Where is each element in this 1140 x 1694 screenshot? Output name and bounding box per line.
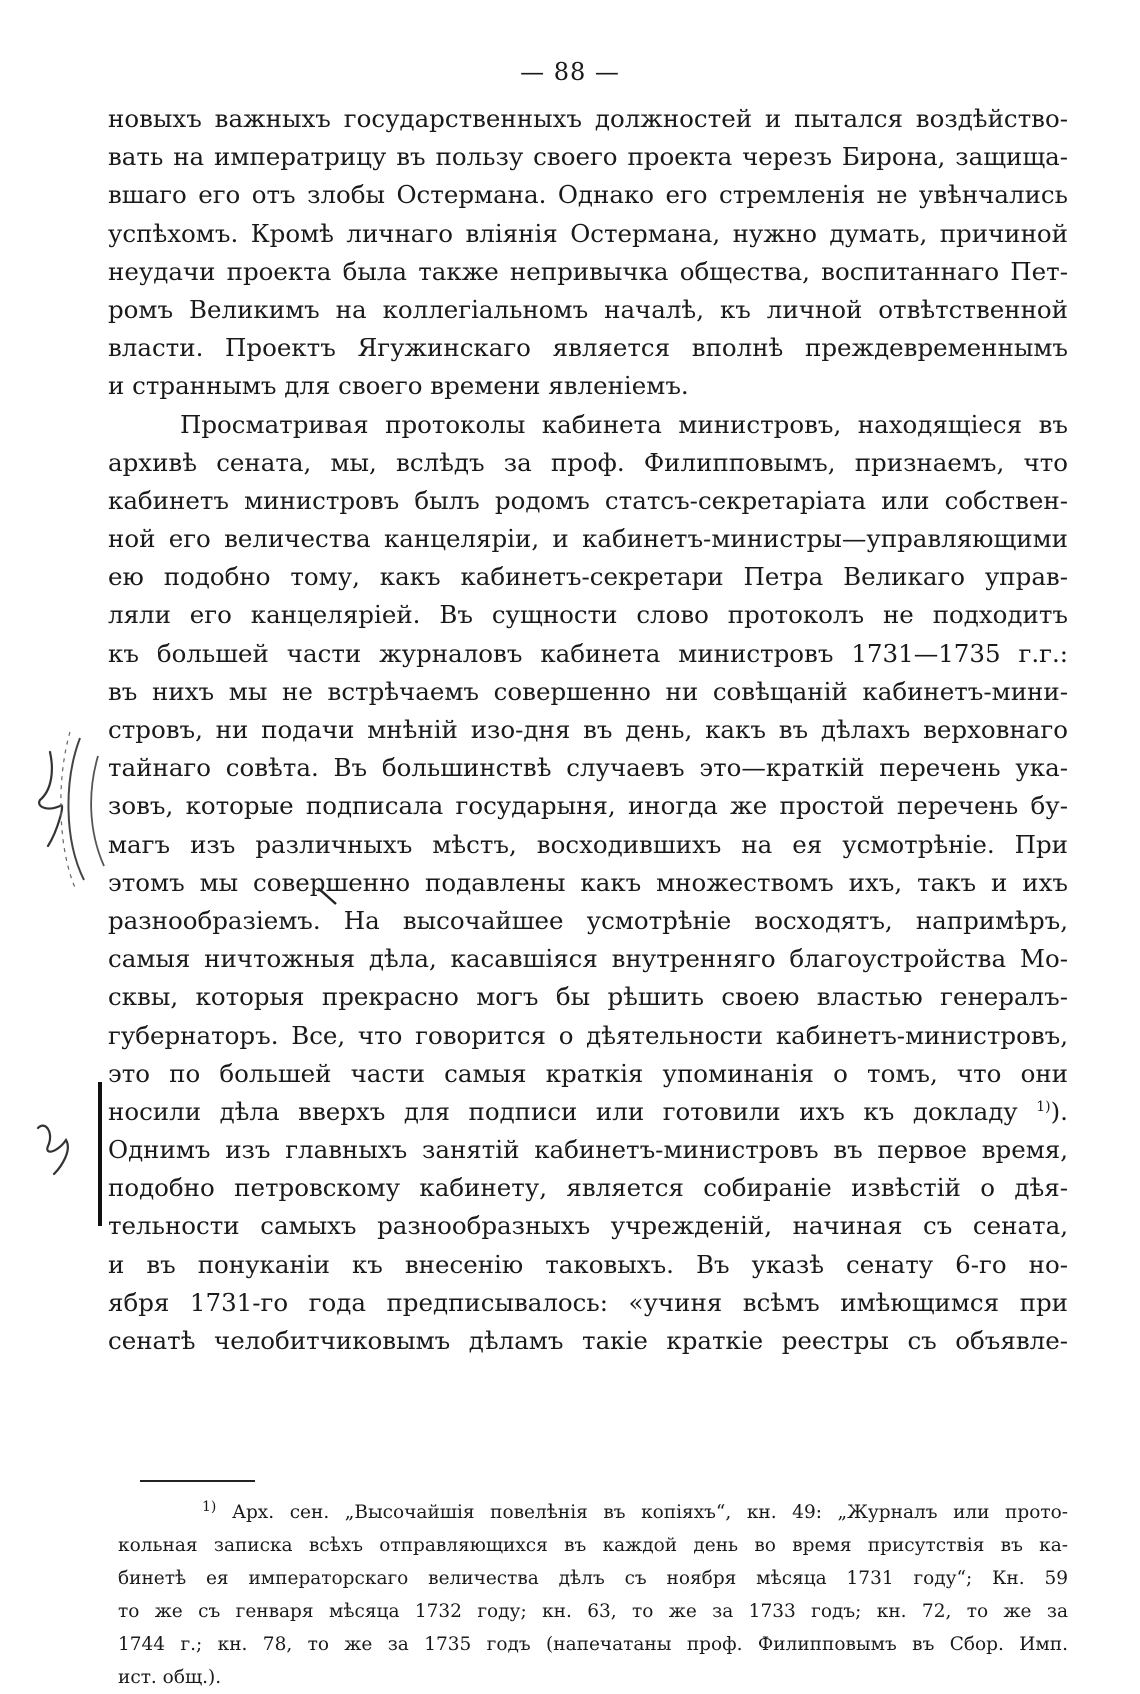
pencil-squiggle-mark-lower xyxy=(38,1126,68,1174)
footnotes xyxy=(118,1496,1068,1694)
text-line: вать на императрицу въ пользу своего проекта черезъ Бирона, защища- xyxy=(108,142,1068,172)
pencil-bracket-mark xyxy=(68,738,84,880)
body-text xyxy=(108,100,1068,1360)
text-line: губернаторъ. Все, что говорится о дѣятельности кабинетъ-министровъ, xyxy=(108,1020,1068,1050)
footnote-line: бинетѣ ея императорскаго величества дѣлъ съ ноября мѣсяца 1731 году“; Кн. 59 xyxy=(118,1568,1068,1589)
footnote-reference[interactable]: 1) xyxy=(1036,1098,1051,1115)
text-line: ляли его канцеляріей. Въ сущности слово протоколъ не подходитъ xyxy=(108,600,1068,630)
text-line: власти. Проектъ Ягужинскаго является вполнѣ преждевременнымъ xyxy=(108,333,1068,363)
text-line: разнообразіемъ. На высочайшее усмотрѣніе восходятъ, напримѣръ, xyxy=(108,905,1068,935)
text-line: этомъ мы совершенно подавлены какъ множествомъ ихъ, такъ и ихъ xyxy=(108,867,1068,897)
text-line: ной его величества канцеляріи, и кабинетъ-министры—управляющими xyxy=(108,524,1068,554)
text-line: вшаго его отъ злобы Остермана. Однако его стремленія не увѣнчались xyxy=(108,180,1068,210)
footnote-divider xyxy=(140,1480,255,1482)
text-line: зовъ, которые подписала государыня, иногда же простой перечень бу- xyxy=(108,791,1068,821)
footnote-line: кольная записка всѣхъ отправляющихся въ каждой день во время присутствія въ ка- xyxy=(118,1535,1068,1556)
text-line: къ большей части журналовъ кабинета министровъ 1731—1735 г.г.: xyxy=(108,638,1068,668)
footnote-marker: 1) xyxy=(202,1498,217,1515)
footnote-line xyxy=(118,1496,1068,1529)
footnote-line: то же съ генваря мѣсяца 1732 году; кн. 63, то же за 1733 годъ; кн. 72, то же за xyxy=(118,1601,1068,1622)
footnote-line: ист. общ.). xyxy=(118,1667,222,1688)
text-line: Однимъ изъ главныхъ занятій кабинетъ-министровъ въ первое время, xyxy=(108,1135,1068,1165)
text-line: и страннымъ для своего времени явленіемъ. xyxy=(108,371,689,401)
text-line: Просматривая протоколы кабинета министровъ, находящіеся въ xyxy=(180,409,1068,439)
text-line: кабинетъ министровъ былъ родомъ статсъ-секретаріата или собствен- xyxy=(108,485,1068,515)
footnote-line: 1744 г.; кн. 78, то же за 1735 годъ (напечатаны проф. Филипповымъ въ Сбор. Имп. xyxy=(118,1634,1068,1655)
pencil-squiggle-mark xyxy=(39,752,62,846)
text-line-content: носили дѣла вверхъ для подписи или готовили ихъ къ докладу xyxy=(108,1096,1018,1126)
text-line: ября 1731-го года предписывалось: «учиня всѣмъ имѣющимся при xyxy=(108,1287,1068,1317)
text-line: новыхъ важныхъ государственныхъ должностей и пытался воздѣйство- xyxy=(108,104,1068,133)
text-line: успѣхомъ. Кромѣ личнаго вліянія Остермана, нужно думать, причиной xyxy=(108,218,1068,248)
pencil-bracket-mark-inner xyxy=(91,756,104,866)
text-line: это по большей части самыя краткія упоминанія о томъ, что они xyxy=(108,1058,1068,1088)
text-line-with-footnote xyxy=(108,1093,1068,1131)
footnote-reference-close: ). xyxy=(1050,1096,1068,1126)
text-line: неудачи проекта была также непривычка общества, воспитаннаго Пет- xyxy=(108,256,1068,286)
text-line: самыя ничтожныя дѣла, касавшіяся внутренняго благоустройства Мо- xyxy=(108,944,1068,974)
text-line: магъ изъ различныхъ мѣстъ, восходившихъ на ея усмотрѣніе. При xyxy=(108,829,1068,859)
text-line: подобно петровскому кабинету, является собираніе извѣстій о дѣя- xyxy=(108,1173,1068,1203)
footnote-text: Арх. сен. „Высочайшія повелѣнія въ копіяхъ“, кн. 49: „Журналъ или прото- xyxy=(231,1502,1068,1523)
text-line: ромъ Великимъ на коллегіальномъ началѣ, къ личной отвѣтственной xyxy=(108,294,1068,324)
text-line: ею подобно тому, какъ кабинетъ-секретари Петра Великаго управ- xyxy=(108,562,1068,592)
text-line: сквы, которыя прекрасно могъ бы рѣшить своею властью генералъ- xyxy=(108,982,1068,1012)
text-line: тайнаго совѣта. Въ большинствѣ случаевъ это—краткій перечень ука- xyxy=(108,753,1068,783)
text-line: въ нихъ мы не встрѣчаемъ совершенно ни совѣщаній кабинетъ-мини- xyxy=(108,676,1068,706)
text-line: и въ понуканіи къ внесенію таковыхъ. Въ указѣ сенату 6-го но- xyxy=(108,1249,1068,1279)
page-number: — 88 — xyxy=(520,58,620,86)
text-line: тельности самыхъ разнообразныхъ учрежденій, начиная съ сената, xyxy=(108,1211,1068,1241)
text-line: архивѣ сената, мы, вслѣдъ за проф. Филипповымъ, признаемъ, что xyxy=(108,447,1068,477)
pencil-bracket-mark-dashed xyxy=(61,732,76,890)
text-line: сенатѣ челобитчиковымъ дѣламъ такіе краткіе реестры съ объявле- xyxy=(108,1326,1068,1355)
text-line: стровъ, ни подачи мнѣній изо-дня въ день, какъ въ дѣлахъ верховнаго xyxy=(108,715,1068,744)
